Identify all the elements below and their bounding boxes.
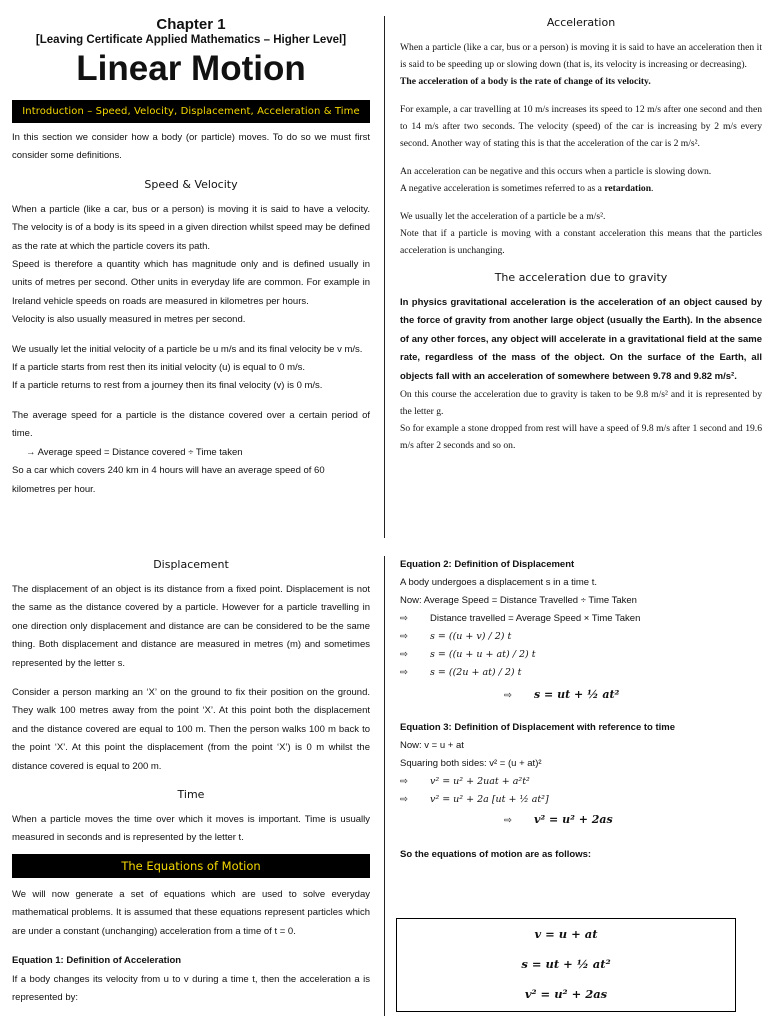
displacement-paragraph-2: Consider a person marking an ‘X’ on the ground to fix their position on the ground. They walk 100 metres away from the point ‘X’. At this point both the displacement and the distance covered are equal to 100 m. Then the person walks 100 m back to the point ‘X’. At this point the displacement (from the point ‘X’) is 0 m whilst the distance covered is equal to 200 m. [12, 687, 370, 772]
equation-3-title: Equation 3: Definition of Displacement with reference to time [400, 722, 676, 733]
implies-arrow-icon: ⇨ [400, 668, 408, 678]
speed-paragraph-7: The average speed for a particle is the distance covered over a certain period of time. [12, 409, 370, 440]
equation-1-text: If a body changes its velocity from u to v during a time t, then the acceleration a is represented by: [12, 973, 370, 1003]
gravity-heading: The acceleration due to gravity [494, 271, 668, 284]
average-speed-formula: → Average speed = Distance covered ÷ Time taken [26, 446, 243, 458]
equation-2-line-1: A body undergoes a displacement s in a time t. [400, 577, 597, 588]
speed-paragraph-9: So a car which covers 240 km in 4 hours will have an average speed of 60 kilometres per hour. [12, 465, 325, 495]
implies-arrow-icon: ⇨ [400, 777, 408, 787]
speed-paragraph-3: Velocity is also usually measured in metres per second. [12, 314, 246, 326]
acceleration-paragraph-7: Note that if a particle is moving with a constant acceleration this means that the particles acceleration is unchanging. [400, 228, 762, 256]
acceleration-heading: Acceleration [546, 16, 616, 29]
summary-equation-1: v = u + at [534, 927, 598, 941]
speed-paragraph-1: When a particle (like a car, bus or a person) is moving it is said to have a velocity. The velocity is of a body is its speed in a given direction whilst speed may be defined as the rate at which the particle covers its path. [12, 203, 370, 252]
equation-3-line-1: Now: v = u + at [400, 740, 464, 751]
speed-velocity-heading: Speed & Velocity [144, 177, 238, 191]
displacement-paragraph-1: The displacement of an object is its distance from a fixed point. Displacement is not the same as the distance covered by a particle. However for a particle travelling in one direction only displacement and distance are can be considered to be the same thing. Both displacement and distance are measured in metres (m) and sometimes represented by the letter s. [12, 584, 370, 669]
equations-summary-box [396, 918, 736, 1012]
summary-equation-2: s = ut + ½ at² [521, 957, 611, 971]
gravity-paragraph-3: So for example a stone dropped from rest will have a speed of 9.8 m/s after 1 second and 19.6 m/s after 2 seconds and so on. [400, 423, 762, 452]
equation-2-line-2: Now: Average Speed = Distance Travelled ÷ Time Taken [400, 595, 637, 606]
time-paragraph: When a particle moves the time over which it moves is important. Time is usually measured in seconds and is represented by the letter t. [12, 814, 370, 844]
equation-2-step-3: ⇨ s = ((2u + at) / 2) t [400, 664, 762, 682]
implies-arrow-icon: ⇨ [400, 632, 408, 642]
displacement-heading: Displacement [153, 558, 229, 571]
summary-equation-3: v² = u² + 2as [524, 987, 608, 1001]
implies-arrow-icon: ⇨ [504, 691, 512, 701]
equation-2-title: Equation 2: Definition of Displacement [400, 559, 575, 570]
course-subtitle: [Leaving Certificate Applied Mathematics – Higher Level] [35, 34, 347, 46]
acceleration-paragraph-3: For example, a car travelling at 10 m/s increases its speed to 12 m/s after one second and then to 14 m/s after two seconds. The velocity (speed) of the car is increasing by 2 m/s every second. Another way of stating this is that the acceleration of the car is 2 m/s². [400, 104, 762, 149]
right-bottom-column [400, 556, 762, 864]
speed-paragraph-5: If a particle starts from rest then its initial velocity (u) is equal to 0 m/s. [12, 362, 306, 374]
retardation-paragraph [400, 180, 762, 197]
gravity-paragraph-2: On this course the acceleration due to gravity is taken to be 9.8 m/s² and it is represented by the letter g. [400, 389, 762, 418]
equation-3-line-2: Squaring both sides: v² = (u + at)² [400, 758, 542, 769]
equation-2-step-1: ⇨ s = ((u + v) / 2) t [400, 628, 762, 646]
equation-1-title: Equation 1: Definition of Acceleration [12, 955, 182, 967]
equations-intro: We will now generate a set of equations which are used to solve everyday mathematical problems. It is assumed that these equations represent particles which are under a constant (unchanging) acceleration from a time of t = 0. [12, 888, 370, 937]
retardation-pre: A negative acceleration is sometimes referred to as a [400, 183, 605, 194]
page-title: Linear Motion [76, 49, 306, 88]
speed-paragraph-4: We usually let the initial velocity of a particle be u m/s and its final velocity be v m/s. [12, 343, 363, 355]
acceleration-paragraph-1: When a particle (like a car, bus or a person) is moving it is said to have an acceleration then it is said to be speeding up or slowing down (that is, its velocity is increasing or decreasing). [400, 42, 762, 70]
left-top-column [12, 14, 370, 499]
implies-arrow-icon: ⇨ [400, 650, 408, 660]
column-divider-bottom [384, 556, 385, 1016]
acceleration-definition: The acceleration of a body is the rate of change of its velocity. [400, 76, 651, 87]
implies-arrow-icon: ⇨ [400, 613, 408, 624]
equations-banner: The Equations of Motion [12, 854, 370, 878]
right-top-column [400, 14, 762, 454]
column-divider-top [384, 16, 385, 538]
equation-2-line-3: ⇨ Distance travelled = Average Speed × Time Taken [400, 610, 762, 628]
gravity-paragraph-1: In physics gravitational acceleration is the acceleration of an object caused by the force of gravity from another large object (usually the Earth). In the absence of any other forces, any object will accelerate in a gravitational field at the same rate, regardless of the mass of the object. On the surface of the Earth, all objects fall with an acceleration of somewhere between 9.78 and 9.82 m/s². [400, 297, 762, 382]
equation-2-final: ⇨ s = ut + ½ at² [400, 686, 762, 705]
speed-paragraph-2: Speed is therefore a quantity which has magnitude only and is defined usually in units of metres per second. Other units in everyday life are common. For example in Ireland vehicle speeds on roads are measured in kilometres per hours. [12, 259, 370, 307]
speed-paragraph-6: If a particle returns to rest from a journey then its final velocity (v) is 0 m/s. [12, 380, 323, 392]
acceleration-paragraph-4: An acceleration can be negative and this occurs when a particle is slowing down. [400, 166, 712, 177]
retardation-post: . [651, 183, 654, 194]
time-heading: Time [177, 788, 205, 802]
summary-intro: So the equations of motion are as follows: [400, 849, 592, 860]
intro-paragraph: In this section we consider how a body (or particle) moves. To do so we must first consider some definitions. [12, 132, 370, 162]
implies-arrow-icon: ⇨ [400, 795, 408, 805]
equation-3-final: ⇨ v² = u² + 2as [400, 811, 762, 830]
equation-3-step-1: ⇨ v² = u² + 2uat + a²t² [400, 773, 762, 791]
implies-arrow-icon: ⇨ [504, 816, 512, 826]
left-bottom-column [12, 556, 370, 1007]
equation-2-step-2: ⇨ s = ((u + u + at) / 2) t [400, 646, 762, 664]
intro-banner: Introduction – Speed, Velocity, Displacement, Acceleration & Time [12, 100, 370, 123]
chapter-label: Chapter 1 [156, 16, 226, 33]
retardation-term: retardation [604, 183, 652, 194]
equation-3-step-2: ⇨ v² = u² + 2a [ut + ½ at²] [400, 791, 762, 809]
acceleration-paragraph-6: We usually let the acceleration of a particle be a m/s². [400, 211, 606, 222]
